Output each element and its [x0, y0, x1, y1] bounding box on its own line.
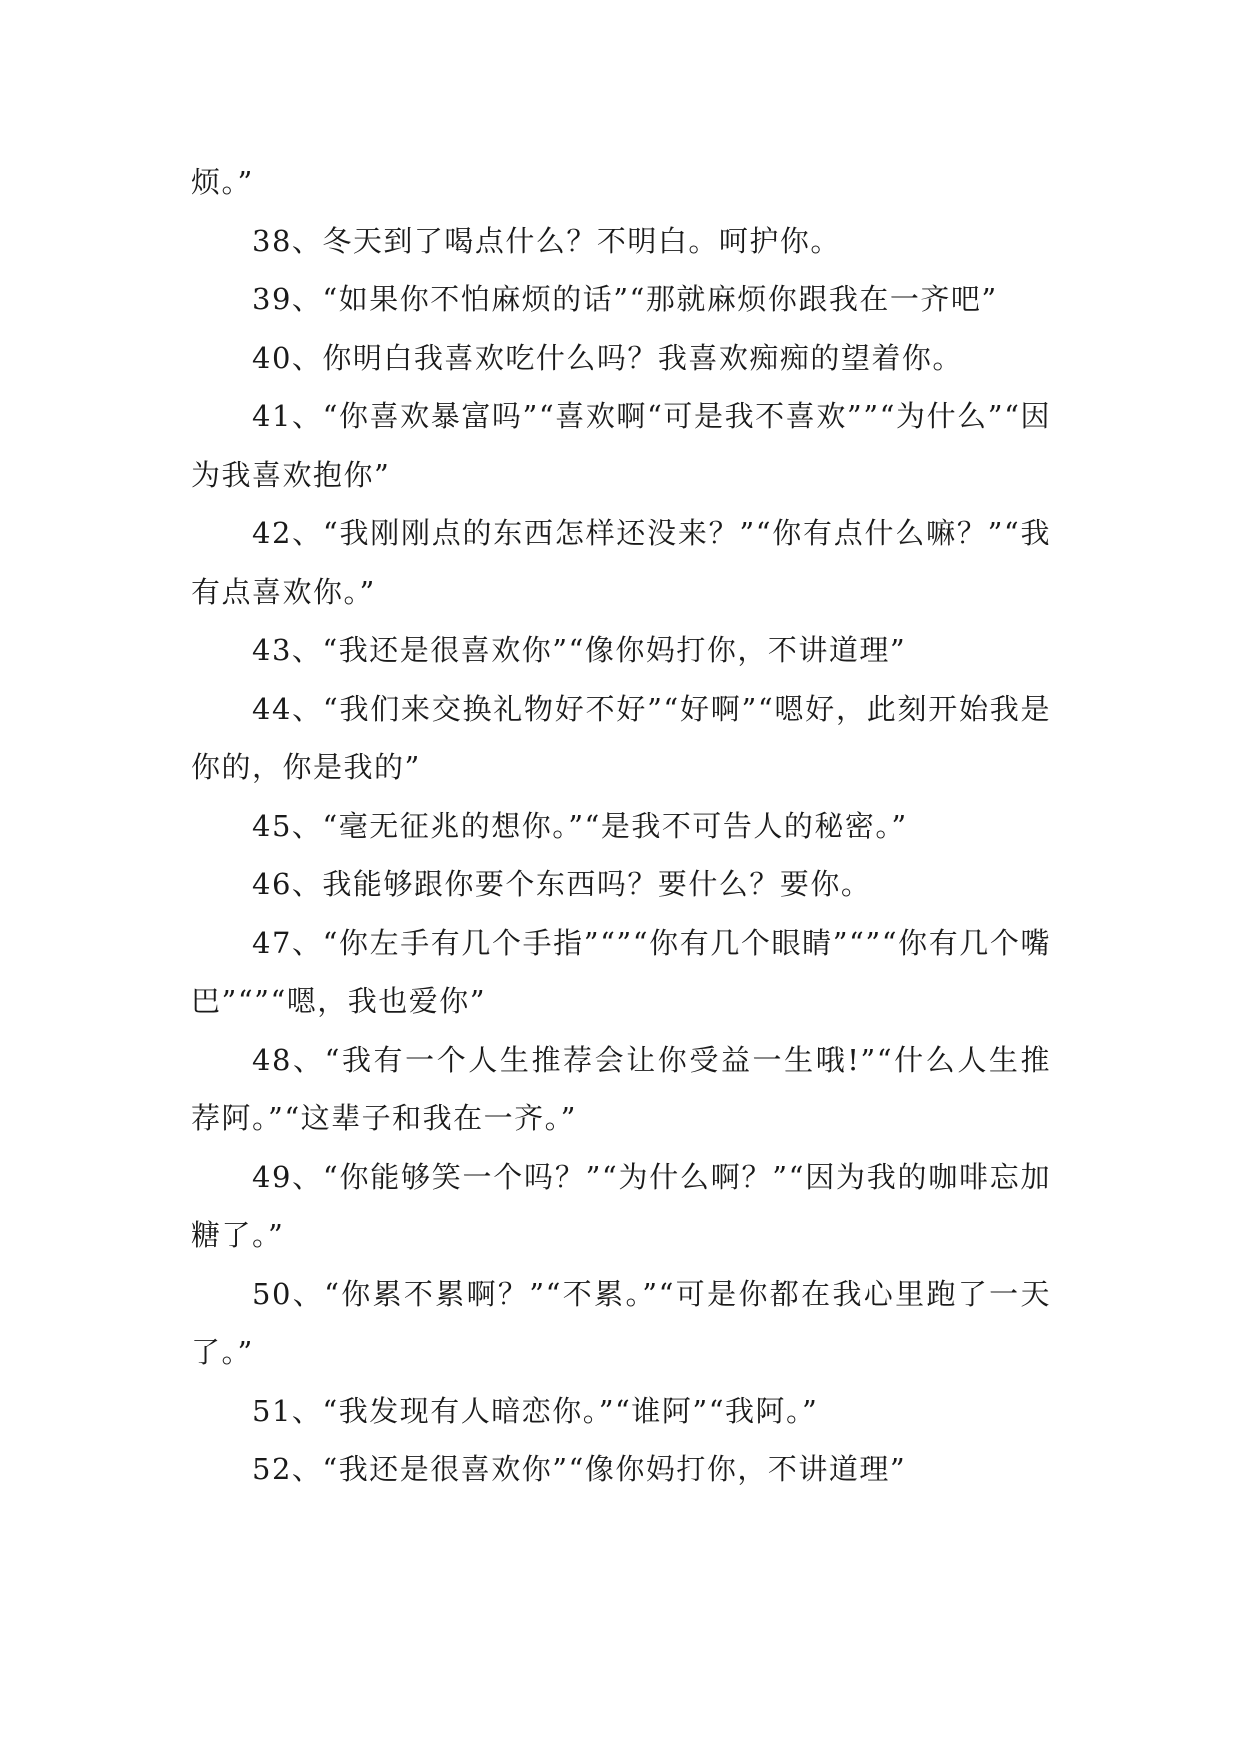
paragraph-51: 51、“我发现有人暗恋你。”“谁阿”“我阿。”: [252, 1393, 819, 1428]
paragraph-41: 41、“你喜欢暴富吗”“喜欢啊“可是我不喜欢””“为什么”“因为我喜欢抱你”: [191, 399, 1051, 492]
paragraph-40: 40、你明白我喜欢吃什么吗？我喜欢痴痴的望着你。: [252, 340, 963, 375]
paragraph-48: 48、“我有一个人生推荐会让你受益一生哦!”“什么人生推荐阿。”“这辈子和我在一齐。”: [191, 1042, 1051, 1135]
paragraph-43: 43、“我还是很喜欢你”“像你妈打你，不讲道理”: [252, 633, 907, 667]
paragraph-continuation: 烦。”: [191, 165, 254, 199]
paragraph-52: 52、“我还是很喜欢你”“像你妈打你，不讲道理”: [252, 1452, 907, 1486]
paragraph-46: 46、我能够跟你要个东西吗？要什么？要你。: [252, 867, 872, 901]
paragraph-44: 44、“我们来交换礼物好不好”“好啊”“嗯好，此刻开始我是你的，你是我的”: [191, 691, 1051, 784]
paragraph-47: 47、“你左手有几个手指”“”“你有几个眼睛”“”“你有几个嘴巴”“”“嗯，我也爱你”: [191, 925, 1051, 1018]
paragraph-49: 49、“你能够笑一个吗？”“为什么啊？”“因为我的咖啡忘加糖了。”: [191, 1159, 1051, 1252]
paragraph-42: 42、“我刚刚点的东西怎样还没来？”“你有点什么嘛？”“我有点喜欢你。”: [191, 516, 1051, 609]
document-body: [191, 153, 1051, 1499]
paragraph-50: 50、“你累不累啊？”“不累。”“可是你都在我心里跑了一天了。”: [191, 1276, 1051, 1369]
paragraph-38: 38、冬天到了喝点什么？不明白。呵护你。: [252, 223, 841, 258]
paragraph-45: 45、“毫无征兆的想你。”“是我不可告人的秘密。”: [252, 808, 908, 843]
paragraph-39: 39、“如果你不怕麻烦的话”“那就麻烦你跟我在一齐吧”: [252, 282, 998, 316]
